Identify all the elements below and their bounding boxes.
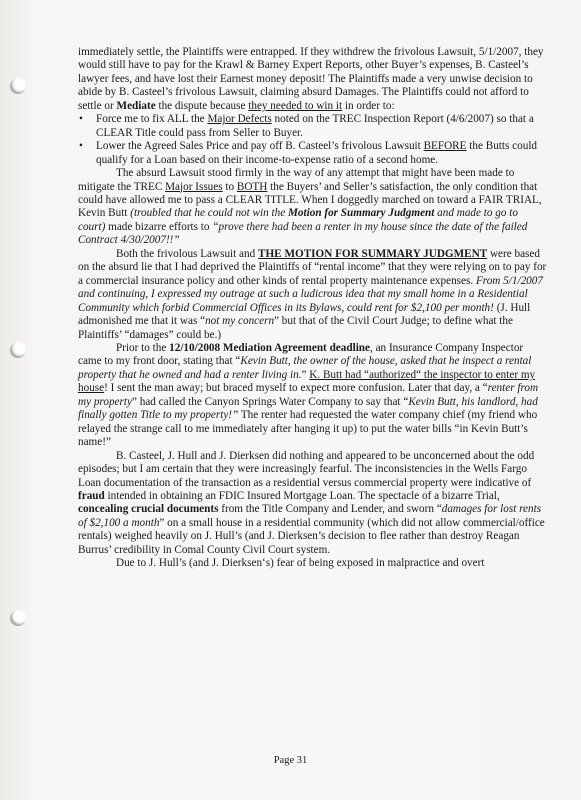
body-text	[78, 46, 548, 571]
paragraph: The absurd Lawsuit stood firmly in the way of any attempt that might have been made to mitigate the TREC Major Issues to BOTH the Buyers’ and Seller’s satisfaction, the only condition that could have allowed me to pass a CLEAR TITLE. When I doggedly marched on toward a FAIR TRIAL, Kevin Butt (troubled that he could not win the Motion for Summary Judgment and made to go to court) made bizarre efforts to “prove there had been a renter in my house since the date of the failed Contract 4/30/2007!!”	[78, 167, 542, 247]
list-item: • Force me to fix ALL the Major Defects noted on the TREC Inspection Report (4/6/2007) so that a CLEAR Title could pass from Seller to Buyer.	[96, 113, 548, 140]
paragraph-continued: immediately settle, the Plaintiffs were entrapped. If they withdrew the frivolous Lawsuit, 5/1/2007, they would still have to pay for the Krawl & Barney Expert Reports, other Buyer’s expenses, B. Casteel’s lawyer fees, and have lost their Earnest money deposit! The Plaintiffs made a very unwise decision to abide by B. Casteel’s frivolous Lawsuit, claiming absurd Damages. The Plaintiffs could not afford to settle or Mediate the dispute because they needed to win it in order to:	[78, 46, 544, 112]
paragraph: Prior to the 12/10/2008 Mediation Agreement deadline, an Insurance Company Inspector came to my front door, stating that “Kevin Butt, the owner of the house, asked that he inspect a rental property that he owned and had a renter living in.” K. Butt had “authorized“ the inspector to enter my house! I sent the man away; but braced myself to expect more confusion. Later that day, a “renter from my property” had called the Canyon Springs Water Company to say that “Kevin Butt, his landlord, had finally gotten Title to my property!” The renter had requested the water company chief (my friend who relayed the strange call to me immediately after hanging it up) to put the water bills “in Kevin Butt’s name!”	[78, 341, 539, 449]
binder-hole	[10, 610, 26, 626]
page-number: Page 31	[273, 755, 308, 766]
binder-hole	[10, 342, 26, 358]
bullet-list	[78, 113, 548, 167]
paragraph: B. Casteel, J. Hull and J. Dierksen did nothing and appeared to be unconcerned about the odd episodes; but I am certain that they were increasingly fearful. The inconsistencies in the Wells Fargo Loan documentation of the transaction as a residential versus commercial property were indicative of fraud intended in obtaining an FDIC Insured Mortgage Loan. The spectacle of a bizarre Trial, concealing crucial documents from the Title Company and Lender, and sworn “damages for lost rents of $2,100 a month” on a small house in a residential community (which did not allow commercial/office rentals) weighed heavily on J. Hull’s (and J. Dierksen’s decision to flee rather than destroy Reagan Burrus’ credibility in Comal County Civil Court system.	[78, 449, 545, 556]
paragraph: Due to J. Hull’s (and J. Dierksen‘s) fear of being exposed in malpractice and overt	[116, 557, 485, 570]
list-item: • Lower the Agreed Sales Price and pay off B. Casteel’s frivolous Lawsuit BEFORE the Butts could qualify for a Loan based on their income-to-expense ratio of a second home.	[96, 140, 548, 167]
binder-hole	[10, 78, 26, 94]
paragraph: Both the frivolous Lawsuit and THE MOTION FOR SUMMARY JUDGMENT were based on the absurd lie that I had deprived the Plaintiffs of “rental income” that they were relying on to pay for a commercial insurance policy and other kinds of rental property maintenance expenses. From 5/1/2007 and continuing, I expressed my outrage at such a ludicrous idea that my small home in a Residential Community which forbid Commercial Offices in its Bylaws, could rent for $2,100 per month! (J. Hull admonished me that it was “not my concern” but that of the Civil Court Judge; to define what the Plaintiffs’ “damages” could be.)	[78, 247, 547, 341]
